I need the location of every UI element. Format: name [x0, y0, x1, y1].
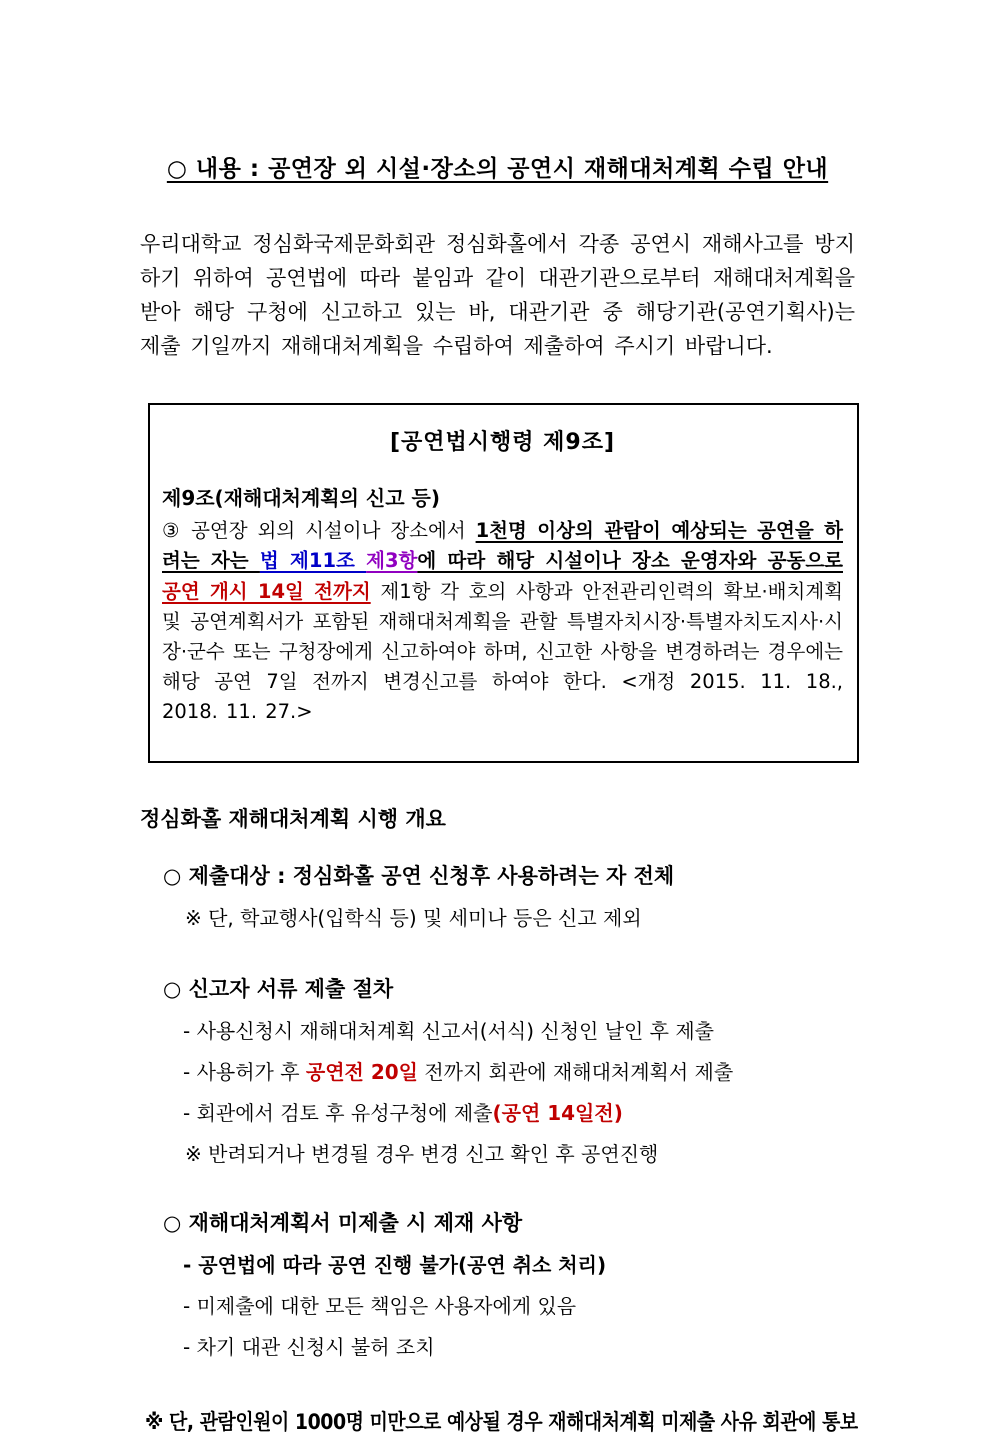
- clause-seg-law-ref-purple: 제3항: [366, 549, 418, 573]
- sanctions-item-1: - 공연법에 따라 공연 진행 불가(공연 취소 처리): [183, 1253, 607, 1278]
- submission-target-heading: ○ 제출대상 : 정심화홀 공연 신청후 사용하려는 자 전체: [163, 864, 675, 889]
- law-clause-paragraph: [162, 516, 843, 728]
- law-box: [148, 403, 859, 763]
- clause-seg-deadline-red: 공연 개시 14일 전까지: [162, 579, 371, 603]
- section-procedure: [163, 973, 855, 1167]
- procedure-item-3-deadline: (공연 14일전): [492, 1101, 623, 1126]
- sanctions-item-3: - 차기 대관 신청시 불허 조치: [183, 1335, 435, 1360]
- sanctions-item-2: - 미제출에 대한 모든 책임은 사용자에게 있음: [183, 1294, 577, 1319]
- sanctions-heading: ○ 재해대처계획서 미제출 시 제재 사항: [163, 1211, 523, 1236]
- intro-paragraph: 우리대학교 정심화국제문화회관 정심화홀에서 각종 공연시 재해사고를 방지하기 위하여 공연법에 따라 붙임과 같이 대관기관으로부터 재해대처계획을 받아 해당 구청에 신고하고 있는 바, 대관기관 중 해당기관(공연기획사)는 제출 기일까지 재해대처계획을 수립하여 제출하여 주시기 바랍니다.: [140, 232, 855, 359]
- section-sanctions: [163, 1207, 855, 1360]
- clause-seg-law-ref-blue: 법 제11조: [259, 549, 367, 573]
- procedure-note: ※ 반려되거나 변경될 경우 변경 신고 확인 후 공연진행: [185, 1142, 659, 1167]
- procedure-item-3: [183, 1097, 855, 1126]
- procedure-item-2-post: 전까지 회관에 재해대처계획서 제출: [417, 1060, 734, 1085]
- doc-title: ○ 내용 : 공연장 외 시설·장소의 공연시 재해대처계획 수립 안내: [166, 156, 829, 182]
- procedure-item-2-pre: - 사용허가 후: [183, 1060, 306, 1085]
- overview-heading: 정심화홀 재해대처계획 시행 개요: [140, 807, 446, 832]
- section-submission-target: [163, 860, 855, 931]
- law-box-title: [공연법시행령 제9조]: [389, 430, 616, 456]
- footnote: ※ 단, 관람인원이 1000명 미만으로 예상될 경우 재해대처계획 미제출 사유 회관에 통보: [145, 1410, 858, 1435]
- procedure-item-2: [183, 1056, 855, 1085]
- submission-target-note: ※ 단, 학교행사(입학식 등) 및 세미나 등은 신고 제외: [185, 906, 642, 931]
- procedure-heading: ○ 신고자 서류 제출 절차: [163, 977, 394, 1002]
- clause-seg-bold-black-1: 1천명 이상의 관람이 예상되는 공연을 하려는 자는: [162, 519, 843, 573]
- law-article-heading: 제9조(재해대처계획의 신고 등): [162, 486, 440, 511]
- clause-seg-normal-open: ③ 공연장 외의 시설이나 장소에서: [162, 519, 476, 543]
- procedure-item-1: - 사용신청시 재해대처계획 신고서(서식) 신청인 날인 후 제출: [183, 1019, 715, 1044]
- procedure-item-2-deadline: 공연전 20일: [305, 1060, 418, 1085]
- procedure-item-3-pre: - 회관에서 검토 후 유성구청에 제출: [183, 1101, 493, 1126]
- clause-seg-bold-black-2: 에 따라 해당 시설이나 장소 운영자와 공동으로: [417, 549, 843, 573]
- clause-seg-normal-close: 제1항 각 호의 사항과 안전관리인력의 확보·배치계획 및 공연계획서가 포함된 재해대처계획을 관할 특별자치시장·특별자치도지사·시장·군수 또는 구청장에게 신고하여야 하며, 신고한 사항을 변경하려는 경우에는 해당 공연 7일 전까지 변경신고를 하여야 한다. <개정 2015. 11. 18., 2018. 11. 27.>: [162, 579, 844, 724]
